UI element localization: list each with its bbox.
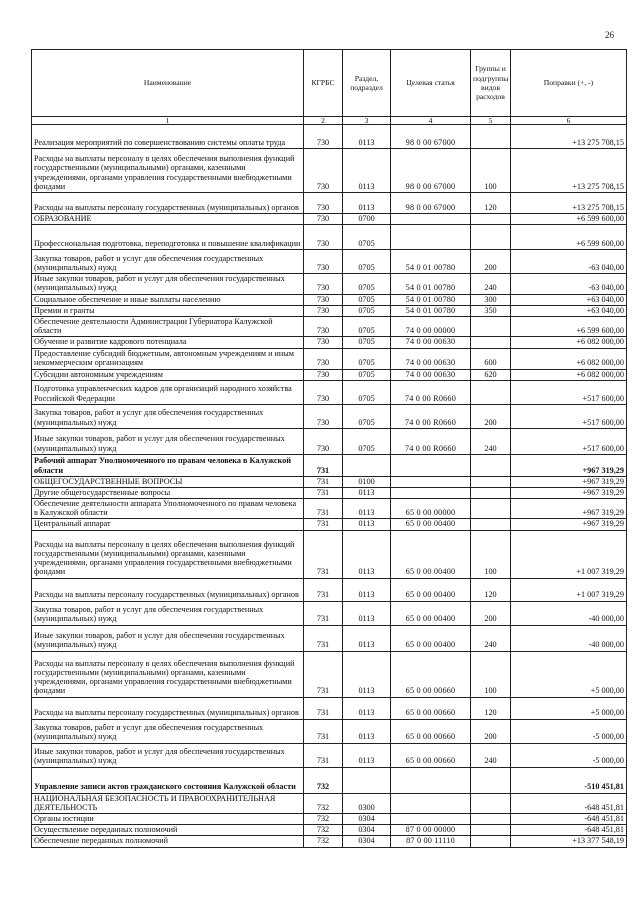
row-section: 0705	[343, 337, 391, 348]
table-row	[32, 519, 627, 530]
row-amount: +6 599 600,00	[511, 214, 627, 225]
row-section: 0700	[343, 214, 391, 225]
row-amount: -648 451,81	[511, 793, 627, 813]
row-name: Иные закупки товаров, работ и услуг для обеспечения государственных (муниципальных) нужд	[32, 428, 304, 454]
row-name: Расходы на выплаты персоналу в целях обеспечения выполнения функций государственными (муниципальными) органами, казенными учреждениями, органами управления государственными внебюджетными фондами	[32, 530, 304, 578]
row-section: 0304	[343, 814, 391, 825]
row-expense-type: 120	[471, 193, 511, 214]
row-section	[343, 454, 391, 476]
row-name: Премии и гранты	[32, 305, 304, 316]
row-article: 87 0 00 00000	[391, 825, 471, 836]
table-row	[32, 530, 627, 578]
row-expense-type	[471, 825, 511, 836]
table-row	[32, 125, 627, 149]
row-kgrbs: 730	[304, 348, 343, 369]
row-section: 0304	[343, 825, 391, 836]
row-name: Закупка товаров, работ и услуг для обеспечения государственных (муниципальных) нужд	[32, 719, 304, 743]
table-row	[32, 305, 627, 316]
table-row	[32, 476, 627, 487]
row-name: Центральный аппарат	[32, 519, 304, 530]
row-section: 0705	[343, 404, 391, 428]
row-amount: +6 599 600,00	[511, 316, 627, 336]
row-expense-type: 120	[471, 578, 511, 601]
row-section: 0705	[343, 428, 391, 454]
row-kgrbs: 731	[304, 719, 343, 743]
row-section: 0705	[343, 294, 391, 305]
row-name: Обеспечение деятельности Администрации Губернатора Калужской области	[32, 316, 304, 336]
table-row	[32, 793, 627, 813]
row-amount: -5 000,00	[511, 743, 627, 767]
row-name: НАЦИОНАЛЬНАЯ БЕЗОПАСНОСТЬ И ПРАВООХРАНИТЕЛЬНАЯ ДЕЯТЕЛЬНОСТЬ	[32, 793, 304, 813]
row-name: Расходы на выплаты персоналу в целях обеспечения выполнения функций государственными (муниципальными) органами, казенными учреждениями, органами управления государственными внебюджетными фондами	[32, 149, 304, 193]
row-expense-type: 240	[471, 428, 511, 454]
row-expense-type: 350	[471, 305, 511, 316]
row-kgrbs: 731	[304, 651, 343, 697]
row-kgrbs: 730	[304, 250, 343, 274]
row-article: 74 0 00 00630	[391, 337, 471, 348]
row-name: Осуществление переданных полномочий	[32, 825, 304, 836]
table-row	[32, 767, 627, 793]
row-article: 65 0 00 00660	[391, 697, 471, 719]
row-article: 54 0 01 00780	[391, 250, 471, 274]
row-section: 0705	[343, 380, 391, 404]
row-article: 65 0 00 00660	[391, 719, 471, 743]
row-kgrbs: 730	[304, 193, 343, 214]
row-kgrbs: 730	[304, 125, 343, 149]
row-article: 98 0 00 67000	[391, 193, 471, 214]
column-number-row	[32, 117, 627, 125]
row-amount: +517 600,00	[511, 404, 627, 428]
table-row	[32, 499, 627, 519]
row-kgrbs: 732	[304, 836, 343, 847]
row-name: Закупка товаров, работ и услуг для обеспечения государственных (муниципальных) нужд	[32, 404, 304, 428]
row-expense-type: 100	[471, 149, 511, 193]
row-name: ОБЩЕГОСУДАРСТВЕННЫЕ ВОПРОСЫ	[32, 476, 304, 487]
table-row	[32, 337, 627, 348]
row-amount: -40 000,00	[511, 601, 627, 625]
header-expense-type: Группы и подгруппы видов расходов	[471, 50, 511, 117]
table-row	[32, 380, 627, 404]
row-section: 0705	[343, 225, 391, 250]
row-amount: +967 319,29	[511, 519, 627, 530]
row-section: 0113	[343, 125, 391, 149]
row-name: Иные закупки товаров, работ и услуг для обеспечения государственных (муниципальных) нужд	[32, 625, 304, 651]
row-amount: -510 451,81	[511, 767, 627, 793]
row-article: 74 0 00 00630	[391, 348, 471, 369]
row-amount: +5 000,00	[511, 697, 627, 719]
row-article	[391, 454, 471, 476]
row-name: Закупка товаров, работ и услуг для обеспечения государственных (муниципальных) нужд	[32, 250, 304, 274]
row-expense-type: 200	[471, 719, 511, 743]
row-name: Обеспечение переданных полномочий	[32, 836, 304, 847]
row-name: Расходы на выплаты персоналу государственных (муниципальных) органов	[32, 697, 304, 719]
row-article: 65 0 00 00660	[391, 743, 471, 767]
page-number: 26	[605, 30, 614, 40]
row-article: 74 0 00 00000	[391, 316, 471, 336]
row-amount: +13 275 708,15	[511, 149, 627, 193]
row-kgrbs: 731	[304, 476, 343, 487]
row-kgrbs: 731	[304, 519, 343, 530]
row-amount: -648 451,81	[511, 814, 627, 825]
row-section: 0113	[343, 149, 391, 193]
row-article: 74 0 00 R0660	[391, 380, 471, 404]
row-section: 0113	[343, 697, 391, 719]
table-row	[32, 487, 627, 498]
row-expense-type	[471, 316, 511, 336]
row-amount: +517 600,00	[511, 380, 627, 404]
row-section: 0113	[343, 193, 391, 214]
table-row	[32, 193, 627, 214]
row-article: 54 0 01 00780	[391, 294, 471, 305]
row-expense-type: 100	[471, 530, 511, 578]
row-name: Иные закупки товаров, работ и услуг для обеспечения государственных (муниципальных) нужд	[32, 274, 304, 294]
row-amount: +967 319,29	[511, 499, 627, 519]
row-section: 0113	[343, 601, 391, 625]
row-article	[391, 814, 471, 825]
column-number: 2	[304, 117, 343, 125]
row-amount: +13 275 708,15	[511, 125, 627, 149]
row-kgrbs: 731	[304, 625, 343, 651]
row-article	[391, 225, 471, 250]
row-kgrbs: 730	[304, 428, 343, 454]
row-amount: +63 040,00	[511, 294, 627, 305]
table-row	[32, 578, 627, 601]
row-amount: +13 377 548,19	[511, 836, 627, 847]
row-amount: -5 000,00	[511, 719, 627, 743]
row-section: 0113	[343, 651, 391, 697]
row-amount: +5 000,00	[511, 651, 627, 697]
row-article: 74 0 00 R0660	[391, 428, 471, 454]
table-row	[32, 454, 627, 476]
row-article: 65 0 00 00400	[391, 601, 471, 625]
table-row	[32, 814, 627, 825]
row-expense-type: 200	[471, 404, 511, 428]
row-article: 65 0 00 00400	[391, 625, 471, 651]
row-name: Обеспечение деятельности аппарата Уполномоченного по правам человека в Калужской области	[32, 499, 304, 519]
row-expense-type: 600	[471, 348, 511, 369]
row-name: Профессиональная подготовка, переподготовка и повышение квалификации	[32, 225, 304, 250]
row-section: 0113	[343, 719, 391, 743]
table-row	[32, 316, 627, 336]
row-article	[391, 214, 471, 225]
header-section: Раздел, подраздел	[343, 50, 391, 117]
row-name: ОБРАЗОВАНИЕ	[32, 214, 304, 225]
table-row	[32, 836, 627, 847]
row-section: 0300	[343, 793, 391, 813]
row-expense-type	[471, 836, 511, 847]
row-amount: -63 040,00	[511, 250, 627, 274]
table-row	[32, 250, 627, 274]
row-expense-type: 240	[471, 625, 511, 651]
row-name: Другие общегосударственные вопросы	[32, 487, 304, 498]
row-article	[391, 476, 471, 487]
row-expense-type: 240	[471, 743, 511, 767]
row-expense-type	[471, 380, 511, 404]
row-kgrbs: 730	[304, 369, 343, 380]
row-amount: +1 007 319,29	[511, 530, 627, 578]
row-kgrbs: 732	[304, 793, 343, 813]
row-name: Управление записи актов гражданского состояния Калужской области	[32, 767, 304, 793]
table-row	[32, 651, 627, 697]
row-expense-type	[471, 814, 511, 825]
row-name: Субсидии автономным учреждениям	[32, 369, 304, 380]
table-row	[32, 348, 627, 369]
row-kgrbs: 731	[304, 601, 343, 625]
row-article: 65 0 00 00000	[391, 499, 471, 519]
row-amount: +6 082 000,00	[511, 369, 627, 380]
row-kgrbs: 731	[304, 697, 343, 719]
row-kgrbs: 730	[304, 380, 343, 404]
column-number: 3	[343, 117, 391, 125]
row-expense-type	[471, 454, 511, 476]
row-kgrbs: 730	[304, 305, 343, 316]
table-row	[32, 601, 627, 625]
row-section: 0304	[343, 836, 391, 847]
row-section: 0113	[343, 499, 391, 519]
row-kgrbs: 732	[304, 814, 343, 825]
header-amount: Поправки (+, -)	[511, 50, 627, 117]
column-number: 4	[391, 117, 471, 125]
row-amount: +1 007 319,29	[511, 578, 627, 601]
row-expense-type	[471, 519, 511, 530]
column-number: 1	[32, 117, 304, 125]
row-amount: +967 319,29	[511, 476, 627, 487]
row-expense-type: 200	[471, 601, 511, 625]
row-name: Расходы на выплаты персоналу государственных (муниципальных) органов	[32, 578, 304, 601]
row-article: 98 0 00 67000	[391, 125, 471, 149]
row-name: Закупка товаров, работ и услуг для обеспечения государственных (муниципальных) нужд	[32, 601, 304, 625]
row-kgrbs: 731	[304, 454, 343, 476]
row-article	[391, 767, 471, 793]
row-amount: -63 040,00	[511, 274, 627, 294]
row-article: 65 0 00 00400	[391, 578, 471, 601]
row-amount: +6 082 000,00	[511, 337, 627, 348]
table-row	[32, 743, 627, 767]
row-article: 74 0 00 00630	[391, 369, 471, 380]
row-amount: +13 275 708,15	[511, 193, 627, 214]
row-name: Социальное обеспечение и иные выплаты населению	[32, 294, 304, 305]
row-section: 0705	[343, 369, 391, 380]
row-kgrbs: 730	[304, 404, 343, 428]
row-kgrbs: 731	[304, 499, 343, 519]
row-name: Расходы на выплаты персоналу в целях обеспечения выполнения функций государственными (муниципальными) органами, казенными учреждениями, органами управления государственными внебюджетными фондами	[32, 651, 304, 697]
row-article: 65 0 00 00400	[391, 530, 471, 578]
row-section: 0113	[343, 530, 391, 578]
row-name: Органы юстиции	[32, 814, 304, 825]
row-expense-type	[471, 125, 511, 149]
row-article: 98 0 00 67000	[391, 149, 471, 193]
table-row	[32, 294, 627, 305]
row-kgrbs: 730	[304, 225, 343, 250]
row-kgrbs: 730	[304, 294, 343, 305]
row-kgrbs: 732	[304, 825, 343, 836]
row-name: Предоставление субсидий бюджетным, автономным учреждениям и иным некоммерческим организациям	[32, 348, 304, 369]
row-amount: +967 319,29	[511, 454, 627, 476]
row-name: Обучение и развитие кадрового потенциала	[32, 337, 304, 348]
row-section: 0705	[343, 348, 391, 369]
row-article: 65 0 00 00660	[391, 651, 471, 697]
table-row	[32, 369, 627, 380]
row-amount: -40 000,00	[511, 625, 627, 651]
table-row	[32, 274, 627, 294]
table-row	[32, 625, 627, 651]
table-row	[32, 404, 627, 428]
column-number: 6	[511, 117, 627, 125]
row-name: Реализация мероприятий по совершенствованию системы оплаты труда	[32, 125, 304, 149]
row-kgrbs: 731	[304, 743, 343, 767]
table-row	[32, 428, 627, 454]
table-row	[32, 697, 627, 719]
column-number: 5	[471, 117, 511, 125]
row-section: 0113	[343, 625, 391, 651]
row-expense-type: 300	[471, 294, 511, 305]
row-amount: +6 082 000,00	[511, 348, 627, 369]
row-kgrbs: 730	[304, 337, 343, 348]
table-row	[32, 225, 627, 250]
row-expense-type: 100	[471, 651, 511, 697]
row-article: 54 0 01 00780	[391, 305, 471, 316]
row-name: Рабочий аппарат Уполномоченного по правам человека в Калужской области	[32, 454, 304, 476]
row-article	[391, 487, 471, 498]
row-amount: +517 600,00	[511, 428, 627, 454]
table-row	[32, 214, 627, 225]
row-expense-type	[471, 337, 511, 348]
row-section: 0100	[343, 476, 391, 487]
row-expense-type	[471, 214, 511, 225]
row-name: Подготовка управленческих кадров для организаций народного хозяйства Российской Федерации	[32, 380, 304, 404]
budget-amendments-table	[31, 49, 627, 848]
row-kgrbs: 731	[304, 530, 343, 578]
row-kgrbs: 730	[304, 316, 343, 336]
row-kgrbs: 731	[304, 578, 343, 601]
table-row	[32, 825, 627, 836]
row-kgrbs: 730	[304, 149, 343, 193]
row-article: 54 0 01 00780	[391, 274, 471, 294]
row-expense-type	[471, 487, 511, 498]
row-amount: +967 319,29	[511, 487, 627, 498]
row-expense-type: 240	[471, 274, 511, 294]
row-article	[391, 793, 471, 813]
row-expense-type: 120	[471, 697, 511, 719]
row-article: 74 0 00 R0660	[391, 404, 471, 428]
row-name: Расходы на выплаты персоналу государственных (муниципальных) органов	[32, 193, 304, 214]
row-section: 0705	[343, 305, 391, 316]
header-name: Наименование	[32, 50, 304, 117]
row-amount: -648 451,81	[511, 825, 627, 836]
table-row	[32, 149, 627, 193]
row-expense-type: 620	[471, 369, 511, 380]
row-section: 0113	[343, 519, 391, 530]
table-row	[32, 719, 627, 743]
row-expense-type	[471, 225, 511, 250]
row-expense-type	[471, 793, 511, 813]
row-expense-type	[471, 767, 511, 793]
row-name: Иные закупки товаров, работ и услуг для обеспечения государственных (муниципальных) нужд	[32, 743, 304, 767]
row-amount: +63 040,00	[511, 305, 627, 316]
row-kgrbs: 732	[304, 767, 343, 793]
row-article: 65 0 00 00400	[391, 519, 471, 530]
row-expense-type	[471, 499, 511, 519]
row-section: 0113	[343, 743, 391, 767]
row-section	[343, 767, 391, 793]
header-article: Целевая статья	[391, 50, 471, 117]
row-kgrbs: 730	[304, 274, 343, 294]
row-kgrbs: 730	[304, 214, 343, 225]
row-kgrbs: 731	[304, 487, 343, 498]
row-section: 0705	[343, 316, 391, 336]
row-section: 0113	[343, 487, 391, 498]
row-section: 0705	[343, 250, 391, 274]
header-kgrbs: КГРБС	[304, 50, 343, 117]
row-expense-type	[471, 476, 511, 487]
row-section: 0705	[343, 274, 391, 294]
table-body	[32, 125, 627, 848]
row-amount: +6 599 600,00	[511, 225, 627, 250]
row-article: 87 0 00 11110	[391, 836, 471, 847]
row-section: 0113	[343, 578, 391, 601]
row-expense-type: 200	[471, 250, 511, 274]
